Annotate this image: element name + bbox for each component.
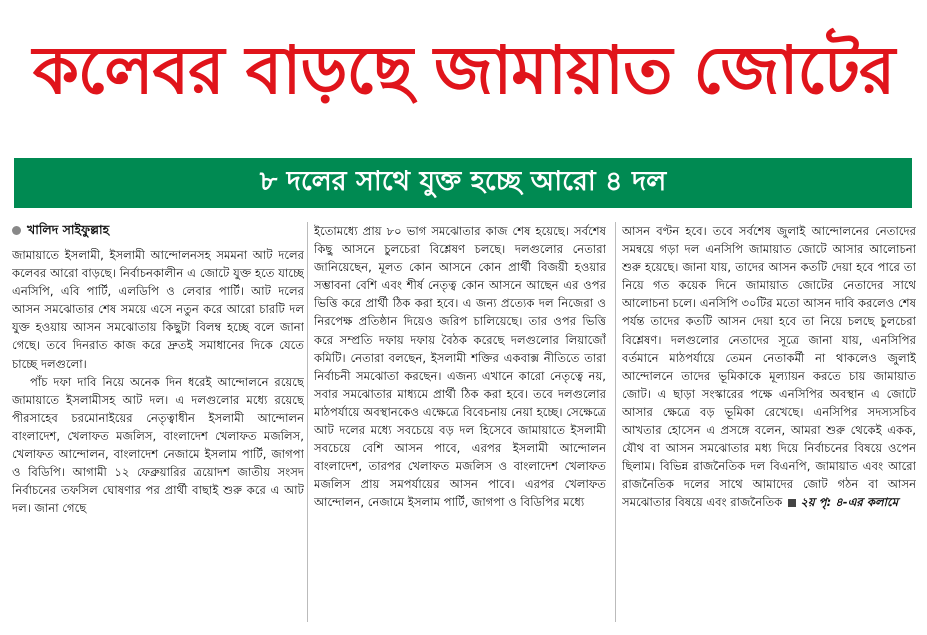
headline: কলেবর বাড়ছে জামায়াত জোটের	[32, 32, 895, 109]
byline	[12, 222, 304, 238]
article-column-2	[314, 222, 606, 632]
paragraph: পাঁচ দফা দাবি নিয়ে অনেক দিন ধরেই আন্দোলনে রয়েছে জামায়াতে ইসলামীসহ আট দল। এ দলগুলোর মধ্যে রয়েছে পীরসাহেব চরমোনাইয়ের নেতৃত্বাধীন ইসলামী আন্দোলন বাংলাদেশ, খেলাফত মজলিস, বাংলাদেশ খেলাফত মজলিস, খেলাফত আন্দোলন, বাংলাদেশ নেজামে ইসলাম পার্টি, জাগপা ও বিডিপি। আগামী ১২ ফেব্রুয়ারির ত্রয়োদশ জাতীয় সংসদ নির্বাচনের তফসিল ঘোষণার পর প্রার্থী বাছাই শুরু করে এ আট দল। জানা গেছে	[12, 374, 304, 516]
article-column-3	[622, 222, 916, 632]
column-divider	[615, 222, 616, 622]
paragraph-text: আসন বণ্টন হবে। তবে সর্বশেষ জুলাই আন্দোলনের নেতাদের সমন্বয়ে গড়া দল এনসিপি জামায়াত জোটে আসার আলোচনা শুরু হয়েছে। জানা যায়, তাদের আসন কতটি দেয়া হবে পারে তা নিয়ে গত কয়েক দিনে জামায়াত জোটের নেতাদের সাথে আলোচনা চলে। এনসিপি ৩০টির মতো আসন দাবি করলেও শেষ পর্যন্ত তাদের কতটি আসন দেয়া হবে তা নিয়ে চলছে চুলচেরা বিশ্লেষণ। দলগুলোর নেতাদের সূত্রে জানা যায়, এনসিপির বর্তমানে মাঠপর্যায়ে তেমন নেতাকর্মী না থাকলেও জুলাই আন্দোলনে তাদের ভূমিকাকে মূল্যায়ন করতে চায় জামায়াত জোট। এ ছাড়া সংস্কারের পক্ষে এনসিপির অবস্থান এ জোটে আসার ক্ষেত্রে বড় ভূমিকা রেখেছে। এনসিপির সদস্যসচিব আখতার হোসেন এ প্রসঙ্গে বলেন, আমরা শুরু থেকেই একক, যৌথ বা আসন সমঝোতার মধ্য দিয়ে নির্বাচনের বিষয়ে ওপেন ছিলাম। বিভিন্ন রাজনৈতিক দল বিএনপি, জামায়াত এবং আরো রাজনৈতিক দলের সাথে আমাদের জোট গঠন বা আসন সমঝোতার বিষয়ে এবং রাজনৈতিক	[622, 224, 916, 510]
square-bullet-icon	[788, 499, 796, 507]
headline-area	[0, 0, 927, 150]
subheadline: ৮ দলের সাথে যুক্ত হচ্ছে আরো ৪ দল	[259, 165, 667, 197]
continued-label[interactable]: ২য় পৃ: ৪-এর কলামে	[800, 495, 899, 510]
paragraph: ইতোমধ্যে প্রায় ৮০ ভাগ সমঝোতার কাজ শেষ হয়েছে। সর্বশেষ কিছু আসনে চুলচেরা বিশ্লেষণ চলছে। দলগুলোর নেতারা জানিয়েছেন, মূলত কোন আসনে কোন প্রার্থী বিজয়ী হওয়ার সম্ভাবনা বেশি এবং শীর্ষ নেতৃত্ব কোন আসনে আছেন এর ওপর ভিত্তি করে প্রার্থী ঠিক করা হবে। এ জন্য প্রত্যেক দল নিজেরা ও নিরপেক্ষ প্রতিষ্ঠান দিয়েও জরিপ চালিয়েছে। তার ওপর ভিত্তি করে সম্প্রতি দফায় দফায় বৈঠক করেছে দলগুলোর লিয়াজোঁ কমিটি। নেতারা বলছেন, ইসলামী শক্তির একবাক্স নীতিতে তারা নির্বাচনী সমঝোতা করছেন। এজন্য এখানে কারো নেতৃত্বে নয়, সবার সমঝোতার মাধ্যমে প্রার্থী ঠিক করা হবে। তবে দলগুলোর মাঠপর্যায়ে অবস্থানকেও এক্ষেত্রে বিবেচনায় নেয়া হচ্ছে। সেক্ষেত্রে আট দলের মধ্যে সবচেয়ে বড় দল হিসেবে জামায়াতে ইসলামী সবচেয়ে বেশি আসন পাবে, এরপর ইসলামী আন্দোলন বাংলাদেশ, তারপর খেলাফত মজলিস ও বাংলাদেশ খেলাফত মজলিস প্রায় সমপর্যায়ের আসন পাবে। এরপর খেলাফত আন্দোলন, নেজামে ইসলাম পার্টি, জাগপা ও বিডিপির মধ্যে	[314, 224, 606, 510]
column-divider	[307, 222, 308, 622]
bullet-icon	[12, 226, 21, 235]
subheadline-bar	[14, 158, 912, 208]
article-column-1	[12, 222, 304, 632]
byline-author: খালিদ সাইফুল্লাহ	[27, 222, 110, 237]
paragraph: জামায়াতে ইসলামী, ইসলামী আন্দোলনসহ সমমনা আট দলের কলেবর আরো বাড়ছে। নির্বাচনকালীন এ জোটে যুক্ত হতে যাচ্ছে এনসিপি, এবি পার্টি, এলডিপি ও লেবার পার্টি। আট দলের আসন সমঝোতার শেষ সময়ে এসে নতুন করে আরো চারটি দল যুক্ত হওয়ায় আসন সমঝোতায় কিছুটা বিলম্ব হচ্ছে বলে জানা গেছে। তবে দিনরাত কাজ করে দ্রুতই সমাধানের দিকে যেতে চাচ্ছে দলগুলো।	[12, 248, 304, 371]
paragraph	[622, 222, 916, 512]
